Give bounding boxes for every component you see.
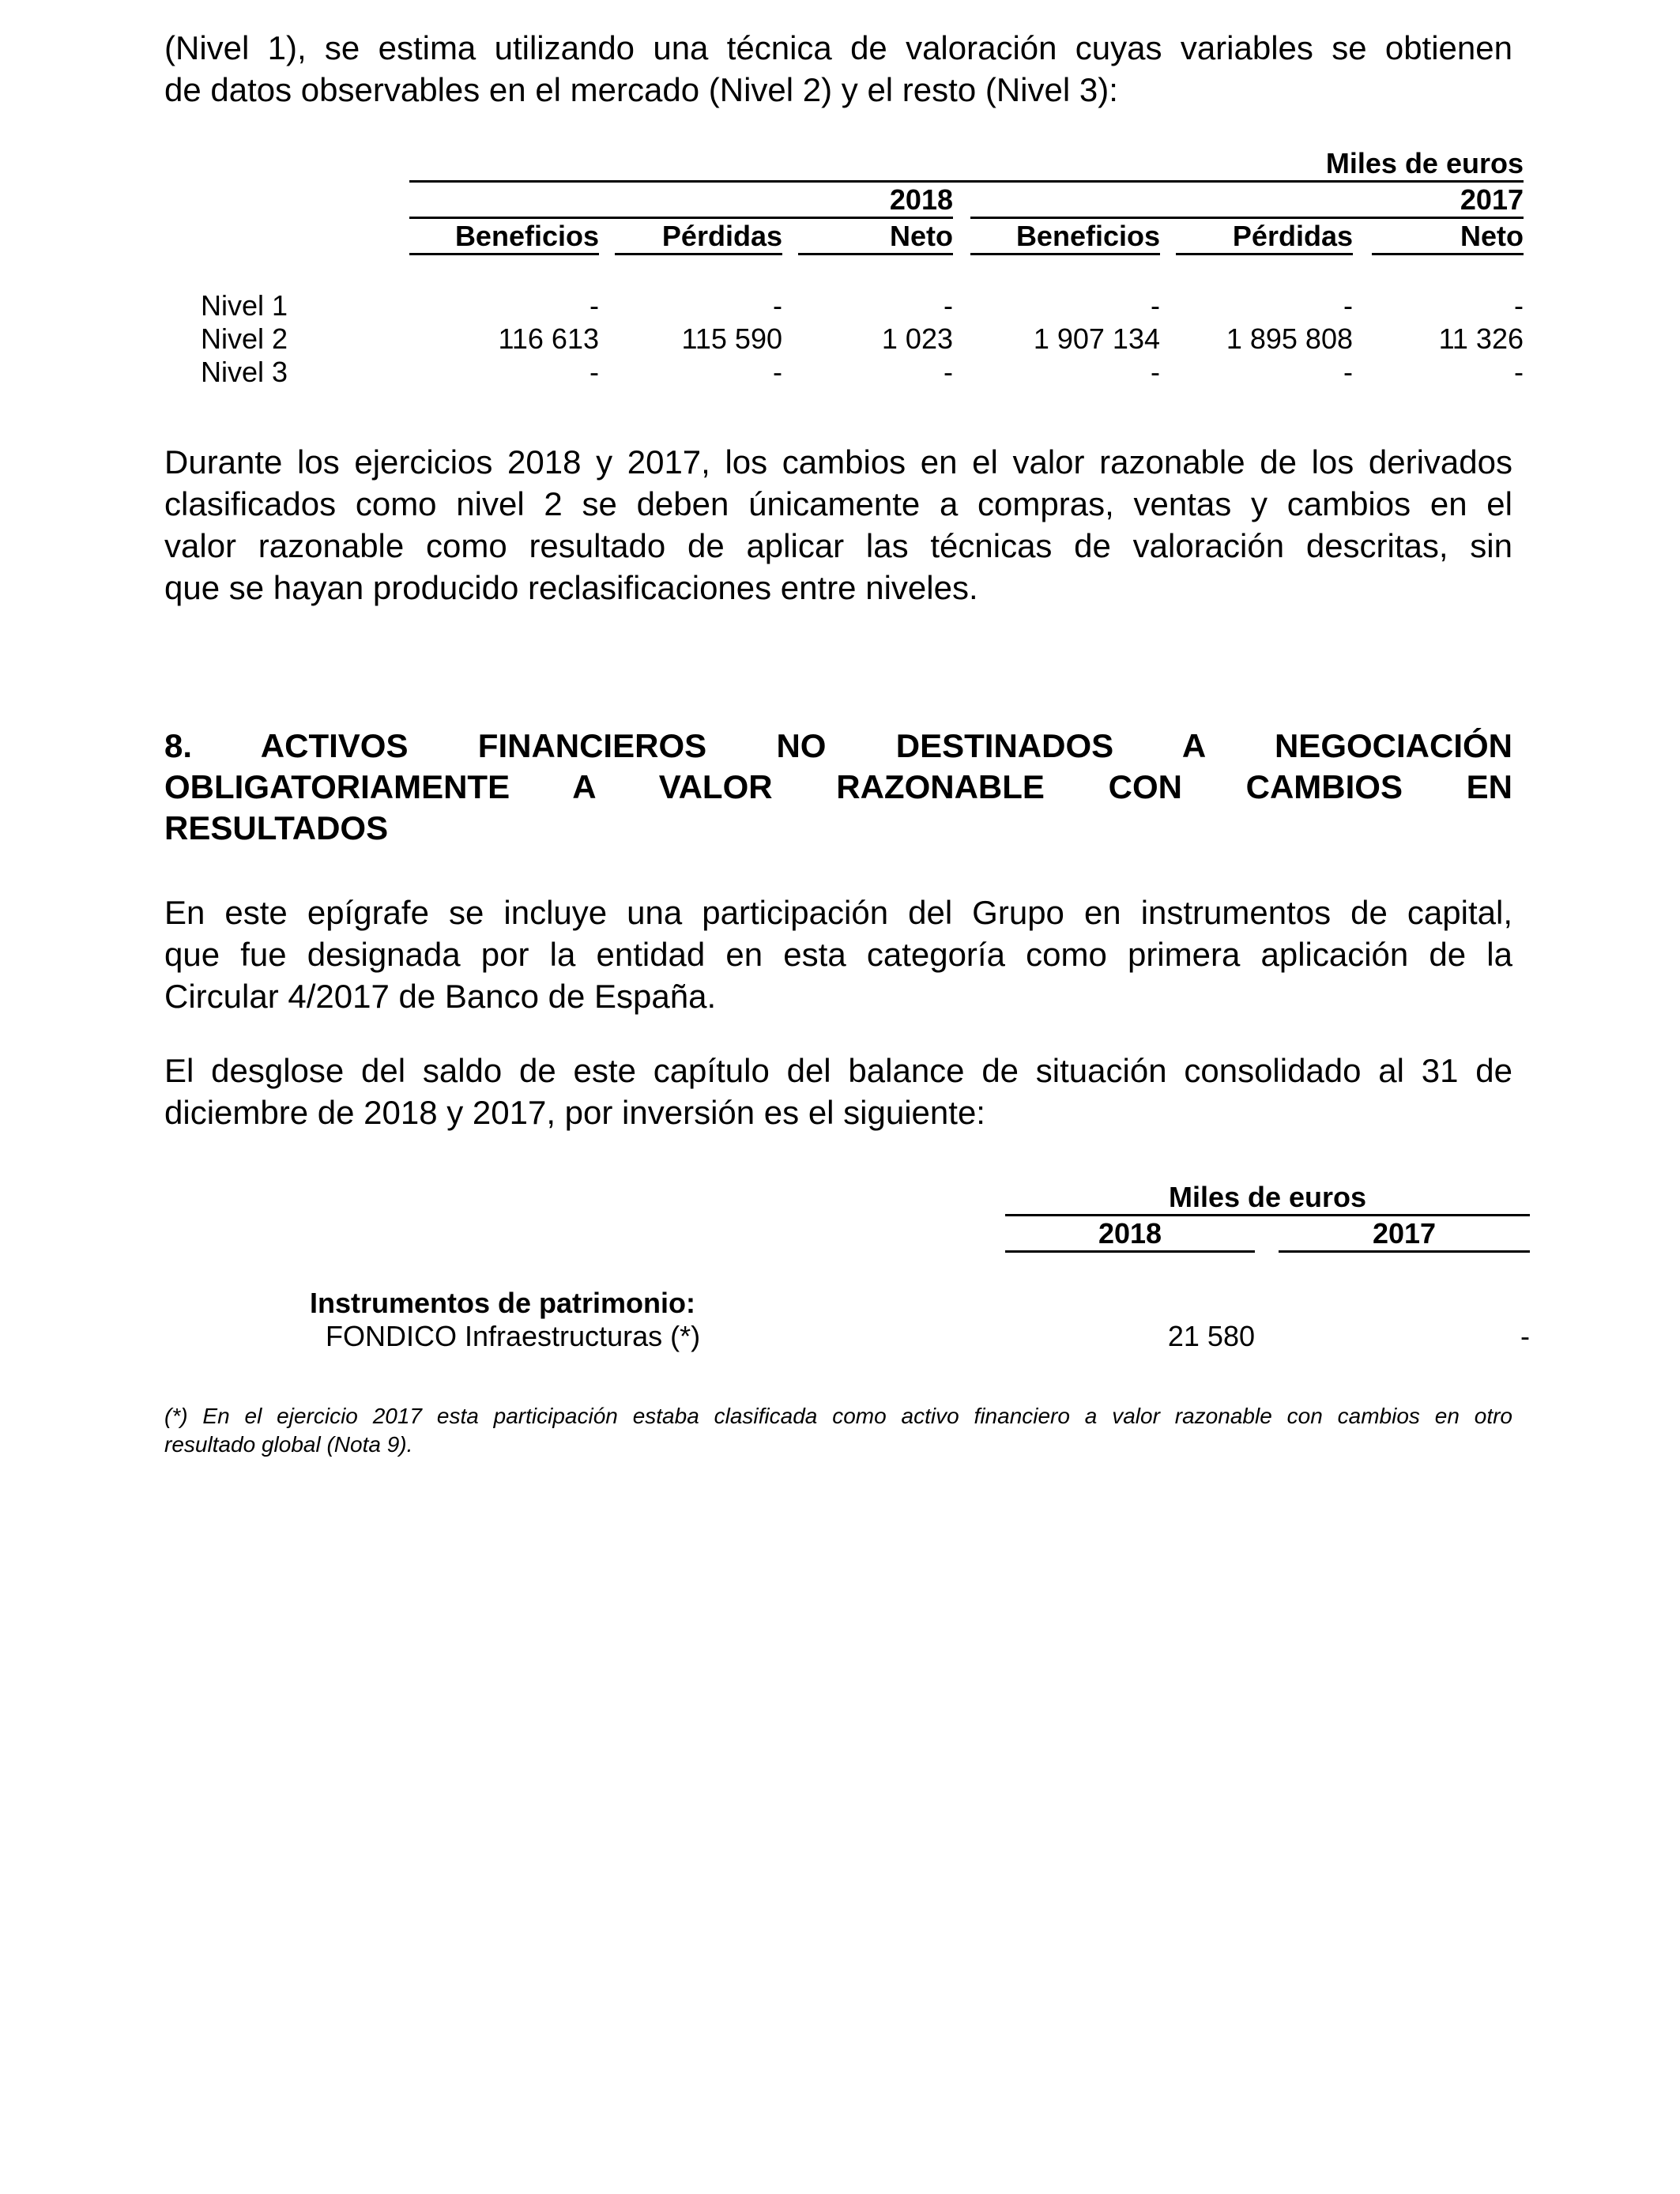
footnote-line: (*) En el ejercicio 2017 esta participación estaba clasificada como activo financiero a valor razonable con cambios en otro xyxy=(164,1404,1512,1428)
table2-unit-rule xyxy=(1005,1214,1530,1216)
paragraph-line: que fue designada por la entidad en esta categoría como primera aplicación de la xyxy=(164,936,1512,973)
table1-col-rule xyxy=(970,253,1160,255)
table2-cell-2017: - xyxy=(1520,1320,1530,1352)
paragraph-line: valor razonable como resultado de aplicar las técnicas de valoración descritas, sin xyxy=(164,527,1512,564)
table1-col-rule xyxy=(409,253,599,255)
table1-cell: - xyxy=(1343,356,1353,388)
intro-line-1: (Nivel 1), se estima utilizando una técnica de valoración cuyas variables se obtienen xyxy=(164,29,1512,66)
table1-col-rule xyxy=(1176,253,1353,255)
table1-cell: - xyxy=(590,356,599,388)
table1-row-label: Nivel 2 xyxy=(201,322,288,355)
paragraph-line: que se hayan producido reclasificaciones entre niveles. xyxy=(164,569,978,606)
footnote-line: resultado global (Nota 9). xyxy=(164,1432,413,1457)
table2-unit-header: Miles de euros xyxy=(1168,1181,1367,1213)
table2-row-label: FONDICO Infraestructuras (*) xyxy=(326,1320,701,1352)
table2-year-2018: 2018 xyxy=(1098,1217,1162,1250)
table2-2018-rule xyxy=(1005,1250,1255,1253)
footnote xyxy=(164,1402,1512,1459)
table2-2017-rule xyxy=(1279,1250,1530,1253)
table1-cell: - xyxy=(1151,356,1160,388)
table1-cell: - xyxy=(773,289,782,322)
table1-col-header: Neto xyxy=(1460,220,1524,252)
table1-row-label: Nivel 3 xyxy=(201,356,288,388)
paragraph-line: Durante los ejercicios 2018 y 2017, los cambios en el valor razonable de los derivados xyxy=(164,443,1512,481)
table1-col-header: Beneficios xyxy=(1015,220,1160,252)
paragraph-line: En este epígrafe se incluye una participación del Grupo en instrumentos de capital, xyxy=(164,894,1512,931)
paragraph-line: diciembre de 2018 y 2017, por inversión es el siguiente: xyxy=(164,1094,985,1131)
table1-col-header: Pérdidas xyxy=(1232,220,1353,252)
table1-cell: - xyxy=(1151,289,1160,322)
table1-year-2017: 2017 xyxy=(1460,183,1524,216)
table2-year-2017: 2017 xyxy=(1372,1217,1437,1250)
table1-row-label: Nivel 1 xyxy=(201,289,288,322)
heading-line: OBLIGATORIAMENTE A VALOR RAZONABLE CON CAMBIOS EN xyxy=(164,768,1512,805)
table1-col-header: Beneficios xyxy=(454,220,599,252)
table1-unit-header: Miles de euros xyxy=(1325,147,1524,179)
section-8-heading xyxy=(164,726,1512,849)
table1-cell: 11 326 xyxy=(1438,322,1524,355)
table1-year-2018: 2018 xyxy=(889,183,953,216)
table1-2018-rule xyxy=(409,217,953,219)
paragraph-line: Circular 4/2017 de Banco de España. xyxy=(164,978,717,1015)
participation-paragraph xyxy=(164,892,1512,1017)
heading-line: RESULTADOS xyxy=(164,809,389,846)
table1-cell: - xyxy=(1343,289,1353,322)
table1-cell: 116 613 xyxy=(498,322,599,355)
table1-cell: - xyxy=(944,289,953,322)
paragraph-line: El desglose del saldo de este capítulo del balance de situación consolidado al 31 de xyxy=(164,1052,1512,1089)
heading-line: 8. ACTIVOS FINANCIEROS NO DESTINADOS A NEGOCIACIÓN xyxy=(164,727,1512,764)
table1-col-rule xyxy=(1372,253,1524,255)
table1-cell: 1 895 808 xyxy=(1226,322,1353,355)
table1-cell: 1 907 134 xyxy=(1033,322,1160,355)
table1-cell: - xyxy=(1514,356,1524,388)
table1-cell: - xyxy=(1514,289,1524,322)
table2-cell-2018: 21 580 xyxy=(1167,1320,1255,1352)
table2-section-label: Instrumentos de patrimonio: xyxy=(310,1287,696,1319)
table1-col-header: Neto xyxy=(890,220,953,252)
table1-col-rule xyxy=(615,253,782,255)
table1-col-header: Pérdidas xyxy=(661,220,782,252)
table1-cell: - xyxy=(590,289,599,322)
table1-cell: 115 590 xyxy=(681,322,782,355)
table1-col-rule xyxy=(798,253,953,255)
breakdown-paragraph xyxy=(164,1050,1512,1133)
paragraph-line: clasificados como nivel 2 se deben únicamente a compras, ventas y cambios en el xyxy=(164,485,1512,522)
table1-cell: - xyxy=(773,356,782,388)
table1-cell: 1 023 xyxy=(881,322,953,355)
table1-2017-rule xyxy=(970,217,1524,219)
intro-line-2: de datos observables en el mercado (Nivel 2) y el resto (Nivel 3): xyxy=(164,71,1118,108)
table1-cell: - xyxy=(944,356,953,388)
derivatives-paragraph xyxy=(164,441,1512,609)
intro-paragraph xyxy=(164,27,1512,111)
table1-unit-rule xyxy=(409,180,1524,183)
